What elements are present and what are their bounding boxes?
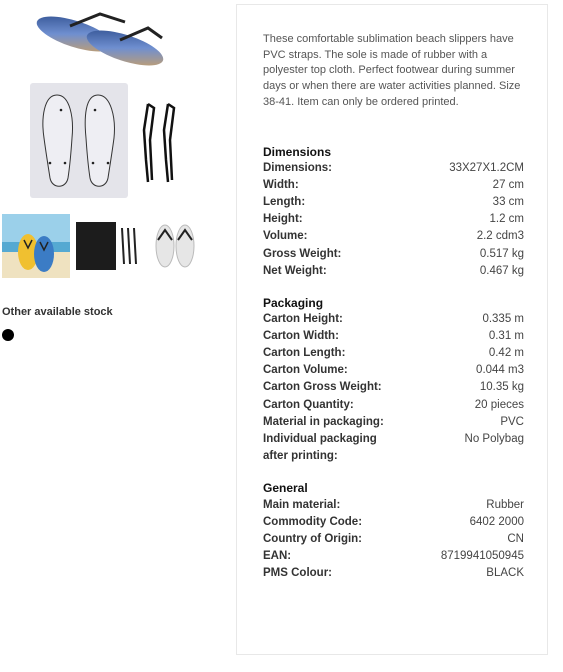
spec-row xyxy=(263,213,524,229)
spec-value: PVC xyxy=(500,415,524,428)
spec-value: No Polybag xyxy=(464,432,524,445)
general-title: General xyxy=(263,481,308,495)
spec-label: Material in packaging: xyxy=(263,415,384,428)
spec-label: Carton Quantity: xyxy=(263,398,354,411)
spec-row xyxy=(263,179,524,195)
spec-value: 27 cm xyxy=(492,179,524,192)
spec-label: Length: xyxy=(263,196,306,209)
dimensions-title: Dimensions xyxy=(263,145,332,159)
spec-value: Rubber xyxy=(486,499,524,511)
spec-label: PMS Colour: xyxy=(263,567,332,580)
product-image-straps[interactable] xyxy=(140,100,180,188)
product-image-main[interactable] xyxy=(30,4,170,76)
spec-label: Height: xyxy=(263,213,303,226)
spec-row xyxy=(263,162,524,178)
spec-row xyxy=(263,433,524,449)
spec-value: 0.517 kg xyxy=(479,247,524,260)
spec-row xyxy=(263,399,524,415)
spec-row xyxy=(263,313,524,329)
spec-value: 8719941050945 xyxy=(440,550,524,563)
packaging-title: Packaging xyxy=(263,296,324,310)
spec-value: 33X27X1.2CM xyxy=(449,162,524,174)
spec-value: 0.42 m xyxy=(488,347,524,360)
spec-value: 1.2 cm xyxy=(489,213,524,226)
spec-label: Country of Origin: xyxy=(263,533,363,546)
spec-value: 0.044 m3 xyxy=(476,364,524,377)
spec-row xyxy=(263,567,524,583)
thumbnail-black-sole[interactable] xyxy=(76,222,138,270)
spec-label: Commodity Code: xyxy=(263,516,363,529)
spec-row xyxy=(263,516,524,532)
thumbnail-white-flip-flops[interactable] xyxy=(152,222,198,272)
spec-label: Carton Gross Weight: xyxy=(263,381,382,394)
color-swatch-black[interactable] xyxy=(2,329,14,341)
spec-label: Carton Height: xyxy=(263,313,343,325)
spec-row xyxy=(263,499,524,515)
spec-value: 0.467 kg xyxy=(479,264,524,277)
spec-value: 6402 2000 xyxy=(469,516,524,529)
spec-value: 2.2 cdm3 xyxy=(476,230,524,243)
spec-label: after printing: xyxy=(263,449,338,462)
spec-row xyxy=(263,533,524,549)
spec-value: 33 cm xyxy=(492,196,524,209)
spec-label: Net Weight: xyxy=(263,264,327,277)
spec-label: Individual packaging xyxy=(263,432,377,445)
spec-label: Dimensions: xyxy=(263,162,333,174)
spec-value: CN xyxy=(507,533,524,546)
spec-row xyxy=(263,196,524,212)
spec-row xyxy=(263,330,524,346)
spec-label: Gross Weight: xyxy=(263,247,342,260)
thumbnail-beach-photo[interactable] xyxy=(2,214,70,278)
spec-label: Volume: xyxy=(263,230,308,243)
spec-row xyxy=(263,230,524,246)
spec-value: 10.35 kg xyxy=(479,381,524,394)
spec-label: EAN: xyxy=(263,550,292,563)
spec-row xyxy=(263,347,524,363)
product-image-soles[interactable] xyxy=(30,83,128,198)
spec-label: Main material: xyxy=(263,499,341,511)
spec-label: Carton Volume: xyxy=(263,364,348,377)
product-info-panel xyxy=(236,4,548,655)
spec-value: 20 pieces xyxy=(474,398,524,411)
spec-row xyxy=(263,381,524,397)
product-description: These comfortable sublimation beach slippers have PVC straps. The sole is made of rubber with a polyester top cloth. Perfect footwear during summer days or when there are water activities planned. Size 38-41. Item can only be ordered printed. xyxy=(263,33,521,108)
spec-row xyxy=(263,416,524,432)
product-gallery xyxy=(0,0,230,672)
spec-value: 0.31 m xyxy=(488,330,524,343)
spec-row xyxy=(263,364,524,380)
spec-label: Carton Length: xyxy=(263,347,346,360)
spec-label: Width: xyxy=(263,179,299,192)
spec-row xyxy=(263,265,524,281)
spec-row xyxy=(263,450,524,466)
spec-label: Carton Width: xyxy=(263,330,339,343)
other-stock-label: Other available stock xyxy=(2,306,113,318)
spec-row xyxy=(263,248,524,264)
spec-value: 0.335 m xyxy=(482,313,524,325)
spec-value: BLACK xyxy=(486,567,524,580)
spec-row xyxy=(263,550,524,566)
